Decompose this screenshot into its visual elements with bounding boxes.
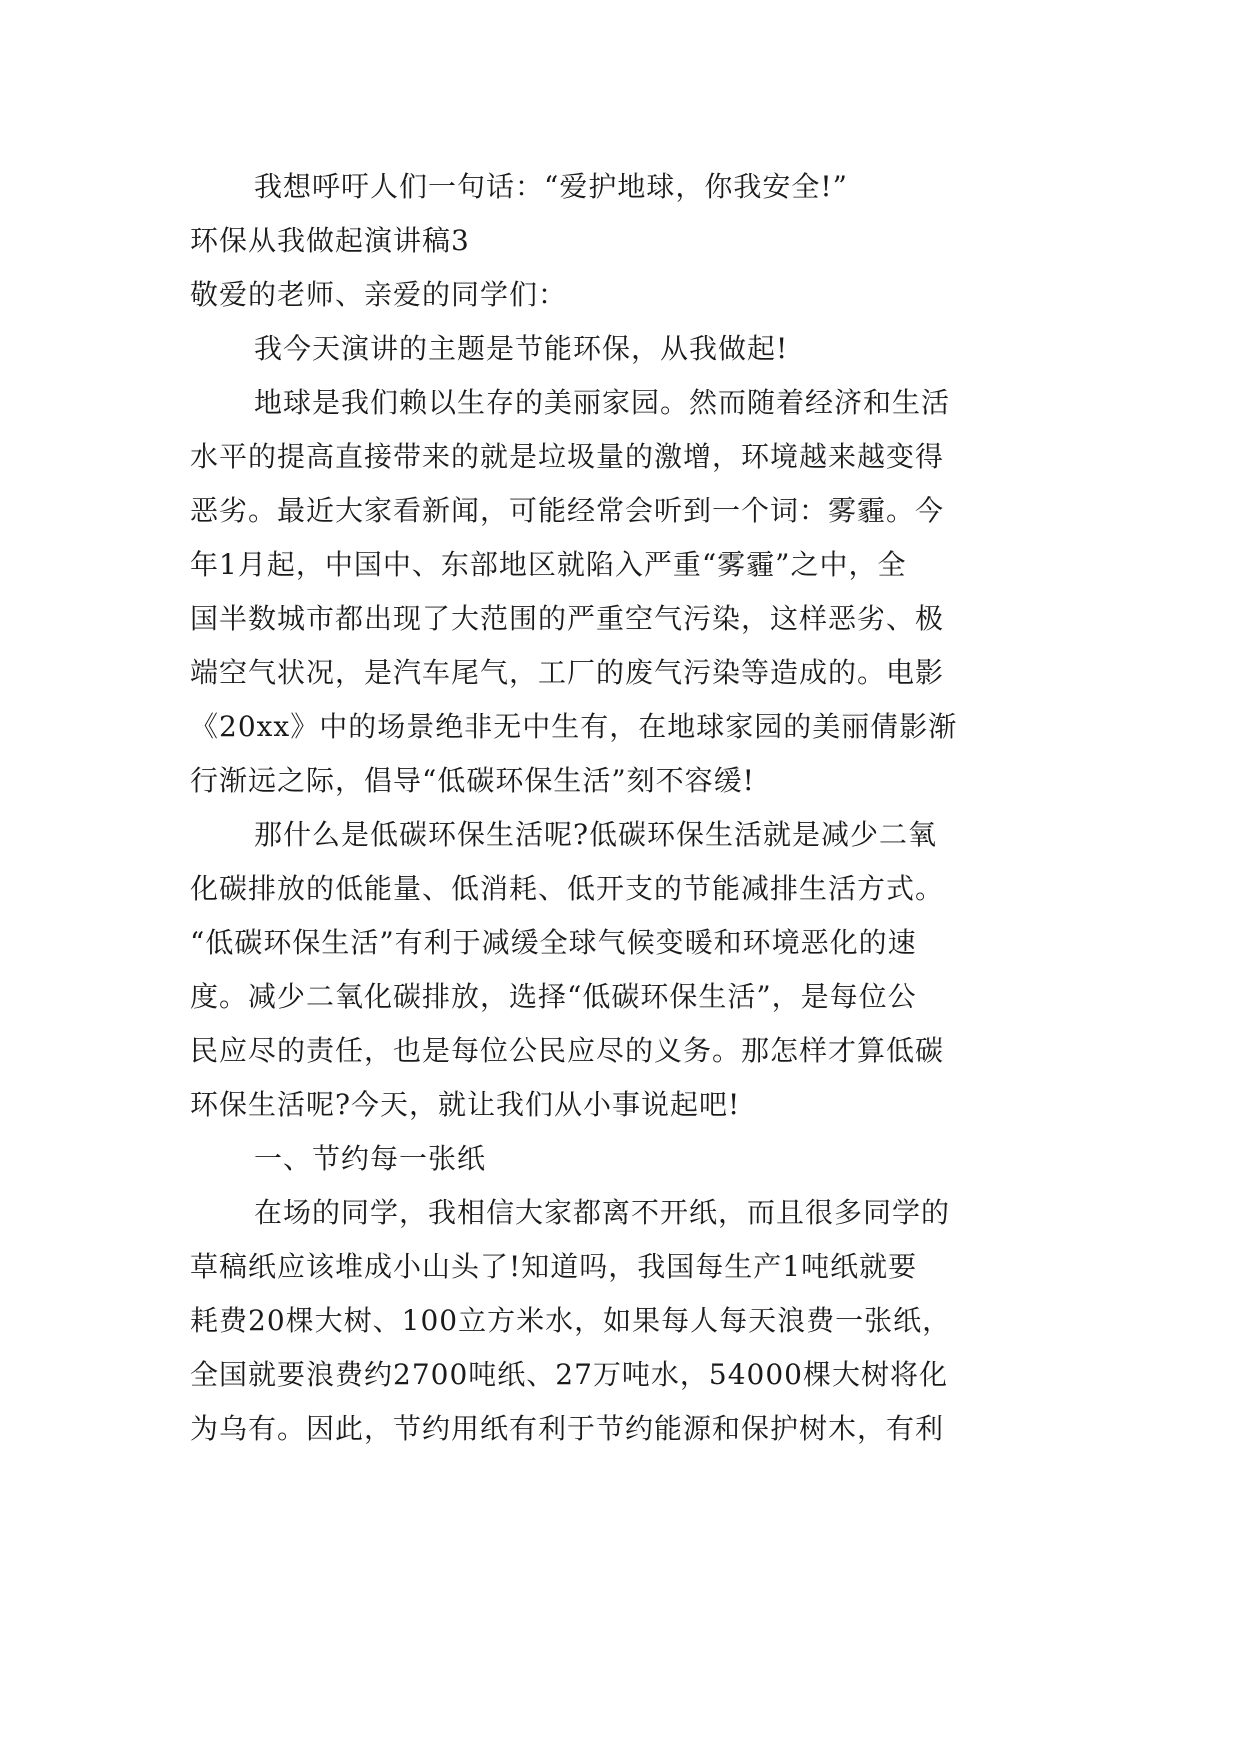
salutation: 敬爱的老师、亲爱的同学们： [190, 278, 568, 311]
paragraph-line: “低碳环保生活”有利于减缓全球气候变暖和环境恶化的速 [190, 926, 917, 959]
document-body [190, 160, 1050, 1456]
paragraph-line: 度。减少二氧化碳排放，选择“低碳环保生活”，是每位公 [190, 980, 917, 1013]
paragraph-line: 地球是我们赖以生存的美丽家园。然而随着经济和生活 [254, 386, 951, 419]
section-title: 环保从我做起演讲稿3 [190, 224, 470, 257]
paragraph-line: 行渐远之际，倡导“低碳环保生活”刻不容缓! [190, 764, 755, 797]
quote-line: 我想呼吁人们一句话：“爱护地球，你我安全!” [254, 170, 848, 203]
paragraph-line: 耗费20棵大树、100立方米水，如果每人每天浪费一张纸， [190, 1304, 952, 1337]
paragraph-line: 端空气状况，是汽车尾气，工厂的废气污染等造成的。电影 [190, 656, 945, 689]
paragraph-line: 年1月起，中国中、东部地区就陷入严重“雾霾”之中，全 [190, 548, 907, 581]
paragraph-line: 《20xx》中的场景绝非无中生有，在地球家园的美丽倩影渐 [190, 710, 958, 743]
subheading: 一、节约每一张纸 [254, 1142, 487, 1175]
paragraph-line: 在场的同学，我相信大家都离不开纸，而且很多同学的 [254, 1196, 951, 1229]
paragraph-line: 我今天演讲的主题是节能环保，从我做起! [254, 332, 789, 365]
paragraph-line: 环保生活呢?今天，就让我们从小事说起吧! [190, 1088, 741, 1121]
paragraph-line: 全国就要浪费约2700吨纸、27万吨水，54000棵大树将化 [190, 1358, 948, 1391]
paragraph-line: 恶劣。最近大家看新闻，可能经常会听到一个词：雾霾。今 [190, 494, 945, 527]
paragraph-line: 那什么是低碳环保生活呢?低碳环保生活就是减少二氧 [254, 818, 938, 851]
paragraph-line: 为乌有。因此，节约用纸有利于节约能源和保护树木，有利 [190, 1412, 945, 1445]
paragraph-line: 草稿纸应该堆成小山头了!知道吗，我国每生产1吨纸就要 [190, 1250, 918, 1283]
paragraph-line: 国半数城市都出现了大范围的严重空气污染，这样恶劣、极 [190, 602, 945, 635]
paragraph-line: 化碳排放的低能量、低消耗、低开支的节能减排生活方式。 [190, 872, 945, 905]
paragraph-line: 民应尽的责任，也是每位公民应尽的义务。那怎样才算低碳 [190, 1034, 945, 1067]
paragraph-line: 水平的提高直接带来的就是垃圾量的激增，环境越来越变得 [190, 440, 945, 473]
